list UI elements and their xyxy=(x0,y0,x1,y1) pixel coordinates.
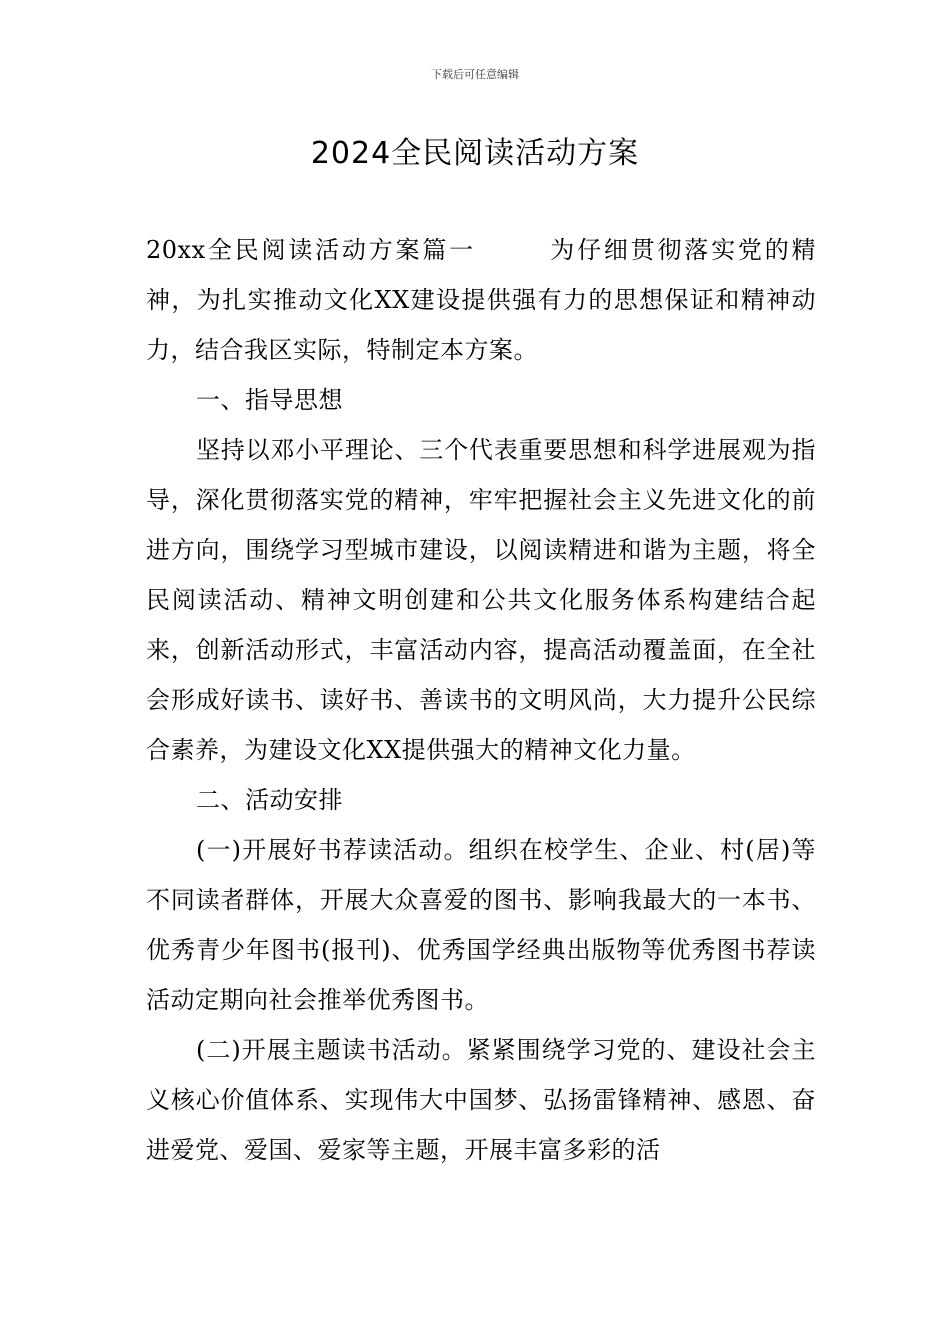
section1-paragraph: 坚持以邓小平理论、三个代表重要思想和科学进展观为指导，深化贯彻落实党的精神，牢牢把握社会主义先进文化的前进方向，围绕学习型城市建设，以阅读精进和谐为主题，将全民阅读活动、精神文明创建和公共文化服务体系构建结合起来，创新活动形式，丰富活动内容，提高活动覆盖面，在全社会形成好读书、读好书、善读书的文明风尚，大力提升公民综合素养，为建设文化XX提供强大的精神文化力量。 xyxy=(146,436,816,764)
intro-lead: 20xx全民阅读活动方案篇一 xyxy=(146,236,476,264)
section2-heading: 二、活动安排 xyxy=(196,786,343,814)
item1-paragraph: (一)开展好书荐读活动。组织在校学生、企业、村(居)等不同读者群体，开展大众喜爱的图书、影响我最大的一本书、优秀青少年图书(报刊)、优秀国学经典出版物等优秀图书荐读活动定期向社会推举优秀图书。 xyxy=(146,836,816,1014)
header-note: 下载后可任意编辑 xyxy=(431,68,519,81)
document-title: 2024全民阅读活动方案 xyxy=(310,136,640,171)
intro-paragraph xyxy=(146,225,816,375)
item2-paragraph: (二)开展主题读书活动。紧紧围绕学习党的、建设社会主义核心价值体系、实现伟大中国梦、弘扬雷锋精神、感恩、奋进爱党、爱国、爱家等主题，开展丰富多彩的活 xyxy=(146,1036,816,1164)
document-body xyxy=(146,225,816,1175)
intro-text: 为仔细贯彻落实党的精神，为扎实推动文化XX建设提供强有力的思想保证和精神动力，结合我区实际，特制定本方案。 xyxy=(146,236,817,364)
section1-heading: 一、指导思想 xyxy=(196,386,343,414)
